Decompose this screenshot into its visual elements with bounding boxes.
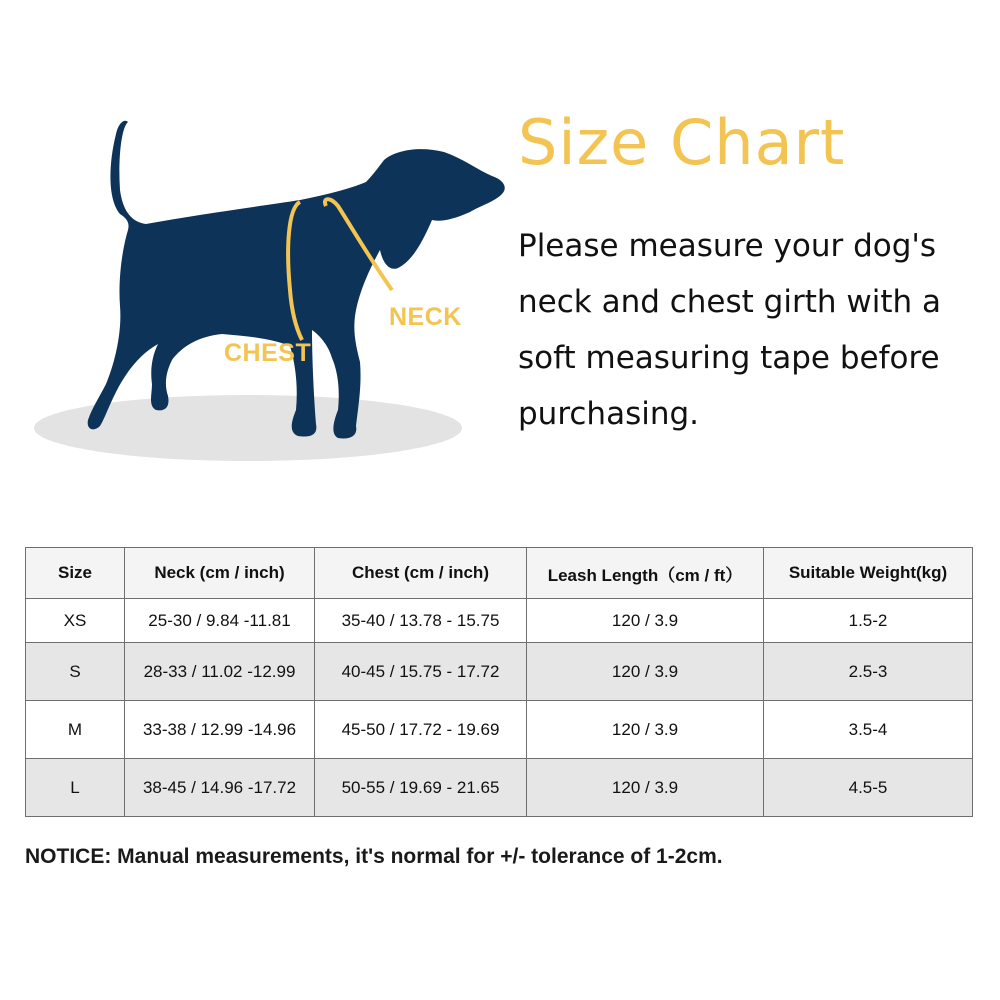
size-table (25, 547, 973, 817)
cell-neck: 25-30 / 9.84 -11.81 (125, 599, 315, 643)
column-header-leash-length: Leash Length（cm / ft） (527, 548, 764, 599)
table-row (26, 599, 973, 643)
cell-chest: 40-45 / 15.75 - 17.72 (315, 643, 527, 701)
notice-text: Manual measurements, it's normal for +/- tolerance of 1-2cm. (111, 845, 723, 868)
column-header-chest: Chest (cm / inch) (315, 548, 527, 599)
column-header-size: Size (26, 548, 125, 599)
neck-label: NECK (389, 303, 462, 331)
dog-illustration (0, 0, 520, 500)
cell-neck: 38-45 / 14.96 -17.72 (125, 759, 315, 817)
cell-suitable-weight: 1.5-2 (764, 599, 973, 643)
cell-chest: 45-50 / 17.72 - 19.69 (315, 701, 527, 759)
table-header-row (26, 548, 973, 599)
table-row (26, 759, 973, 817)
page-title: Size Chart (518, 106, 846, 179)
cell-suitable-weight: 2.5-3 (764, 643, 973, 701)
chest-label: CHEST (224, 339, 312, 367)
cell-chest: 35-40 / 13.78 - 15.75 (315, 599, 527, 643)
cell-suitable-weight: 4.5-5 (764, 759, 973, 817)
cell-neck: 33-38 / 12.99 -14.96 (125, 701, 315, 759)
cell-size: L (26, 759, 125, 817)
column-header-suitable-weight: Suitable Weight(kg) (764, 548, 973, 599)
tolerance-notice (25, 845, 723, 869)
cell-neck: 28-33 / 11.02 -12.99 (125, 643, 315, 701)
dog-silhouette-graphic (0, 0, 520, 500)
cell-suitable-weight: 3.5-4 (764, 701, 973, 759)
cell-leash-length: 120 / 3.9 (527, 643, 764, 701)
cell-leash-length: 120 / 3.9 (527, 701, 764, 759)
dog-silhouette (88, 121, 505, 439)
measure-instructions: Please measure your dog's neck and chest girth with a soft measuring tape before purchasing. (518, 228, 941, 432)
cell-leash-length: 120 / 3.9 (527, 599, 764, 643)
table-row (26, 643, 973, 701)
column-header-neck: Neck (cm / inch) (125, 548, 315, 599)
cell-size: XS (26, 599, 125, 643)
cell-size: M (26, 701, 125, 759)
notice-label: NOTICE: (25, 845, 112, 868)
cell-chest: 50-55 / 19.69 - 21.65 (315, 759, 527, 817)
cell-size: S (26, 643, 125, 701)
table-row (26, 701, 973, 759)
cell-leash-length: 120 / 3.9 (527, 759, 764, 817)
